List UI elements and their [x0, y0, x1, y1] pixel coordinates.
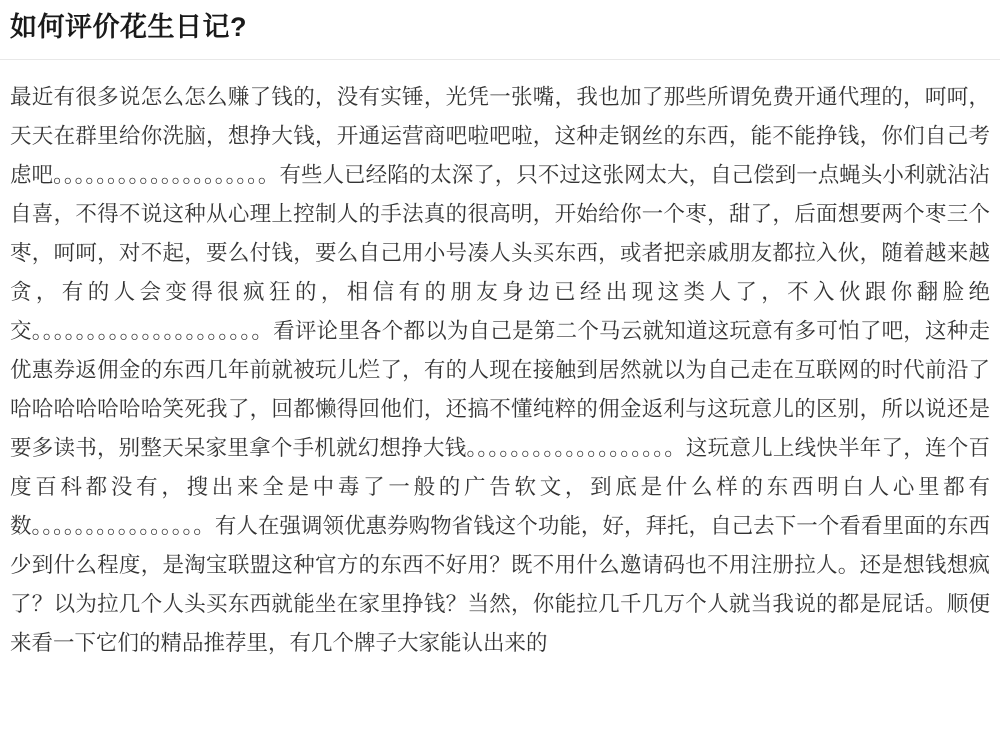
body-paragraph: 最近有很多说怎么怎么赚了钱的，没有实锤，光凭一张嘴，我也加了那些所谓免费开通代理的，呵呵，天天在群里给你洗脑，想挣大钱，开通运营商吧啦吧啦，这种走钢丝的东西，能不能挣钱，你们自己考虑吧。。。。。。。。。。。。。。。。。。。。有些人已经陷的太深了，只不过这张网太大，自己偿到一点蝇头小利就沾沾自喜，不得不说这种从心理上控制人的手法真的很高明，开始给你一个枣，甜了，后面想要两个枣三个枣，呵呵，对不起，要么付钱，要么自己用小号凑人头买东西，或者把亲戚朋友都拉入伙，随着越来越贪，有的人会变得很疯狂的，相信有的朋友身边已经出现这类人了，不入伙跟你翻脸绝交。。。。。。。。。。。。。。。。。。。。。看评论里各个都以为自己是第二个马云就知道这玩意有多可怕了吧，这种走优惠券返佣金的东西几年前就被玩儿烂了，有的人现在接触到居然就以为自己走在互联网的时代前沿了哈哈哈哈哈哈哈笑死我了，回都懒得回他们，还搞不懂纯粹的佣金返利与这玩意儿的区别，所以说还是要多读书，别整天呆家里拿个手机就幻想挣大钱。。。。。。。。。。。。。。。。。。。这玩意儿上线快半年了，连个百度百科都没有，搜出来全是中毒了一般的广告软文，到底是什么样的东西明白人心里都有数。。。。。。。。。。。。。。。。有人在强调领优惠券购物省钱这个功能，好，拜托，自己去下一个看看里面的东西少到什么程度，是淘宝联盟这种官方的东西不好用？既不用什么邀请码也不用注册拉人。还是想钱想疯了？以为拉几个人头买东西就能坐在家里挣钱？当然，你能拉几千几万个人就当我说的都是屁话。顺便来看一下它们的精品推荐里，有几个牌子大家能认出来的	[10, 85, 990, 656]
body-block	[0, 60, 1000, 663]
title-block	[0, 0, 1000, 59]
page-title: 如何评价花生日记?	[10, 12, 247, 42]
